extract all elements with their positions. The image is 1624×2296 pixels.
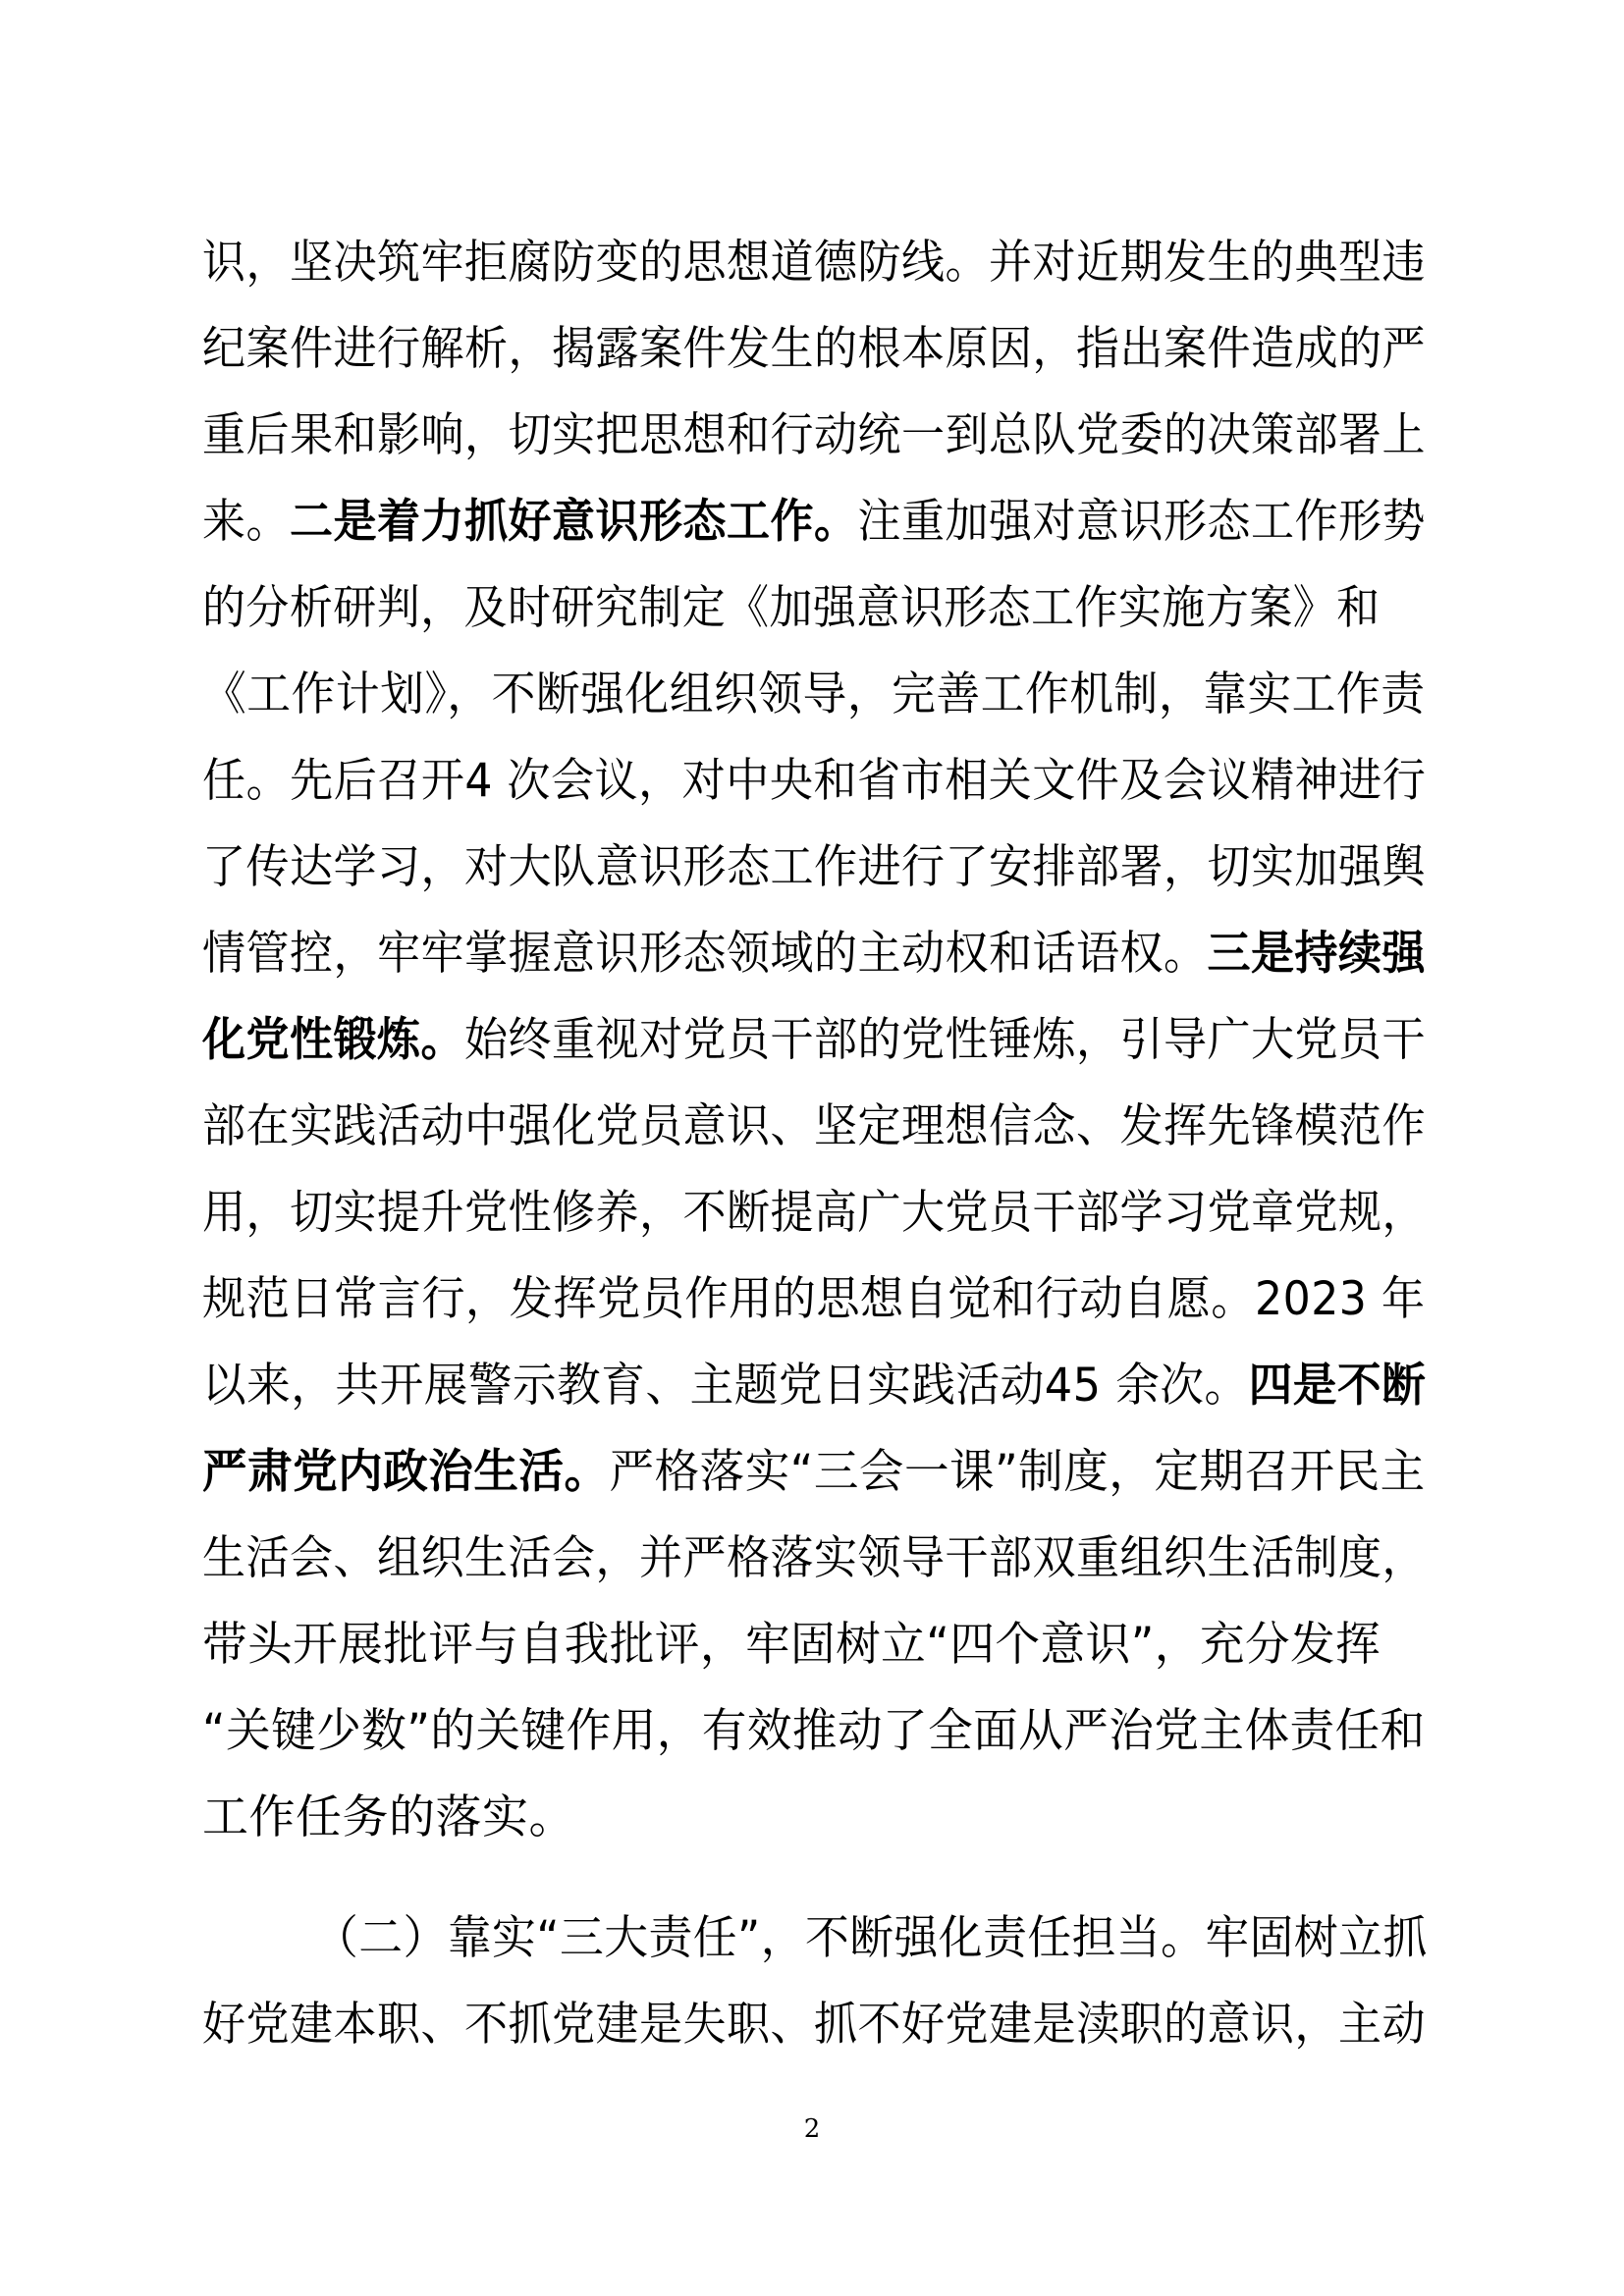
- text-line: [202, 579, 1380, 638]
- text-line: [202, 1616, 1380, 1675]
- text-segment: 规范日常言行，发挥党员作用的思想自觉和行动自愿。2023 年: [202, 1272, 1426, 1326]
- text-line: [202, 838, 1426, 897]
- text-line: [202, 1443, 1426, 1502]
- text-line: [202, 1270, 1426, 1329]
- page-number: 2: [803, 2114, 821, 2144]
- bold-text-segment: 严肃党内政治生活。: [202, 1445, 610, 1499]
- text-line: [202, 1702, 1426, 1761]
- text-segment: 生活会、组织生活会，并严格落实领导干部双重组织生活制度，: [202, 1531, 1426, 1585]
- text-segment: “关键少数”的关键作用，有效推动了全面从严治党主体责任和: [202, 1704, 1426, 1758]
- text-line: [314, 1909, 1428, 1968]
- text-segment: 的分析研判，及时研究制定《加强意识形态工作实施方案》和: [202, 581, 1380, 635]
- text-segment: （二）靠实“三大责任”，不断强化责任担当。牢固树立抓: [314, 1911, 1428, 1965]
- text-segment: 用，切实提升党性修养，不断提高广大党员干部学习党章党规，: [202, 1186, 1426, 1240]
- bold-text-segment: 三是持续强: [1207, 927, 1426, 981]
- text-segment: 纪案件进行解析，揭露案件发生的根本原因，指出案件造成的严: [202, 322, 1426, 376]
- bold-text-segment: 二是着力抓好意识形态工作。: [290, 495, 858, 549]
- text-line: [202, 925, 1426, 984]
- text-line: [202, 1184, 1426, 1243]
- text-line: [202, 1011, 1426, 1070]
- text-segment: 重后果和影响，切实把思想和行动统一到总队党委的决策部署上: [202, 408, 1426, 462]
- bold-text-segment: 化党性锻炼。: [202, 1013, 464, 1067]
- text-segment: 了传达学习，对大队意识形态工作进行了安排部署，切实加强舆: [202, 840, 1426, 894]
- text-segment: 《工作计划》，不断强化组织领导，完善工作机制，靠实工作责: [202, 667, 1426, 721]
- text-line: [202, 406, 1426, 465]
- text-segment: 部在实践活动中强化党员意识、坚定理想信念、发挥先锋模范作: [202, 1099, 1426, 1153]
- text-segment: 注重加强对意识形态工作形势: [857, 495, 1426, 549]
- text-line: [202, 1529, 1426, 1588]
- text-segment: 识，坚决筑牢拒腐防变的思想道德防线。并对近期发生的典型违: [202, 236, 1426, 290]
- text-line: [202, 1097, 1426, 1156]
- text-line: [202, 320, 1426, 379]
- text-line: [202, 234, 1426, 293]
- text-segment: 始终重视对党员干部的党性锤炼，引导广大党员干: [464, 1013, 1426, 1067]
- text-segment: 好党建本职、不抓党建是失职、抓不好党建是渎职的意识，主动: [202, 1998, 1426, 2052]
- bold-text-segment: 四是不断: [1248, 1359, 1427, 1413]
- text-segment: 带头开展批评与自我批评，牢固树立“四个意识”，充分发挥: [202, 1618, 1381, 1672]
- text-line: [202, 1996, 1426, 2055]
- text-line: [202, 752, 1426, 811]
- text-segment: 任。先后召开4 次会议，对中央和省市相关文件及会议精神进行: [202, 754, 1427, 808]
- text-segment: 情管控，牢牢掌握意识形态领域的主动权和话语权。: [202, 927, 1208, 981]
- text-segment: 严格落实“三会一课”制度，定期召开民主: [609, 1445, 1426, 1499]
- text-segment: 以来，共开展警示教育、主题党日实践活动45 余次。: [202, 1359, 1249, 1413]
- text-line: [202, 493, 1426, 552]
- text-line: [202, 666, 1426, 724]
- text-segment: 来。: [202, 495, 290, 549]
- text-segment: 工作任务的落实。: [202, 1790, 575, 1844]
- text-line: [202, 1357, 1426, 1415]
- text-line: [202, 1789, 575, 1847]
